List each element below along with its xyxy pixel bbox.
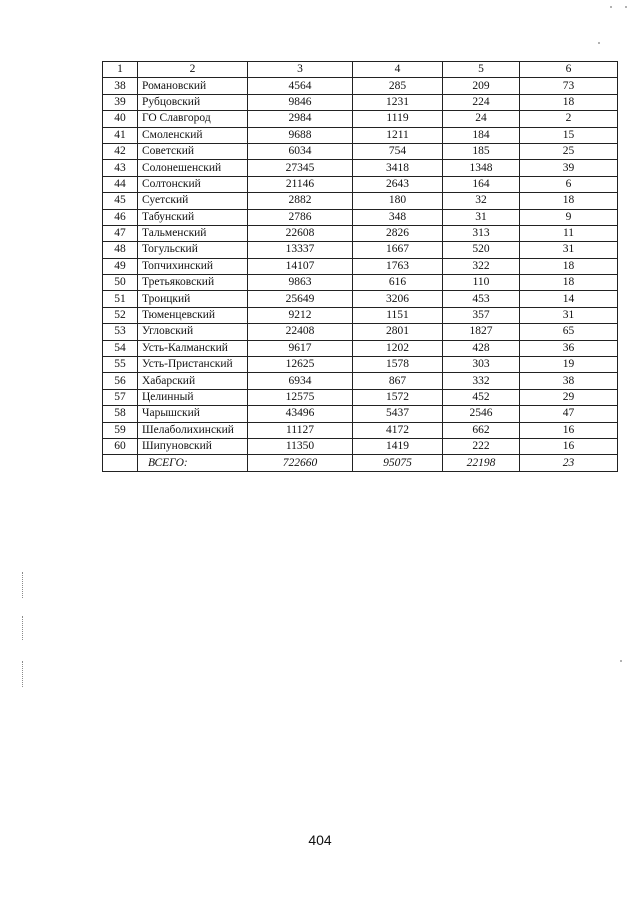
- table-row: [103, 111, 618, 127]
- table-row: [103, 209, 618, 225]
- table-row: [103, 324, 618, 340]
- table-cell: 24: [443, 111, 520, 127]
- table-cell: 9846: [248, 94, 353, 110]
- table-cell: 222: [443, 438, 520, 454]
- table-body: [103, 78, 618, 471]
- table-row: [103, 406, 618, 422]
- scan-artifact: [625, 6, 627, 8]
- district-name-cell: Советский: [138, 143, 248, 159]
- table-cell: 56: [103, 373, 138, 389]
- district-name-cell: Чарышский: [138, 406, 248, 422]
- table-row: [103, 193, 618, 209]
- table-cell: 9212: [248, 307, 353, 323]
- table-cell: 25: [520, 143, 618, 159]
- table-cell: 313: [443, 225, 520, 241]
- table-cell: 2826: [353, 225, 443, 241]
- table-cell: 1763: [353, 258, 443, 274]
- district-name-cell: Тогульский: [138, 242, 248, 258]
- district-name-cell: Хабарский: [138, 373, 248, 389]
- table-cell: 9863: [248, 275, 353, 291]
- scan-artifact: [22, 572, 23, 598]
- table-cell: 185: [443, 143, 520, 159]
- scan-artifact: [22, 616, 23, 640]
- table-cell: 1578: [353, 357, 443, 373]
- table-cell: 1419: [353, 438, 443, 454]
- district-name-cell: Рубцовский: [138, 94, 248, 110]
- table-row: [103, 143, 618, 159]
- table-cell: 50: [103, 275, 138, 291]
- table-cell: 59: [103, 422, 138, 438]
- header-cell-1: 1: [103, 62, 138, 78]
- table-cell: 11: [520, 225, 618, 241]
- district-name-cell: Романовский: [138, 78, 248, 94]
- table-cell: 22408: [248, 324, 353, 340]
- district-name-cell: Третьяковский: [138, 275, 248, 291]
- table-cell: 2882: [248, 193, 353, 209]
- district-name-cell: ГО Славгород: [138, 111, 248, 127]
- table-cell: 224: [443, 94, 520, 110]
- table-cell: 348: [353, 209, 443, 225]
- district-name-cell: Усть-Калманский: [138, 340, 248, 356]
- table-cell: 31: [443, 209, 520, 225]
- table-cell: 31: [520, 242, 618, 258]
- table-cell: 12575: [248, 389, 353, 405]
- table-cell: 14: [520, 291, 618, 307]
- table-row: [103, 160, 618, 176]
- table-cell: 18: [520, 258, 618, 274]
- table-cell: 36: [520, 340, 618, 356]
- district-name-cell: Табунский: [138, 209, 248, 225]
- table-cell: 520: [443, 242, 520, 258]
- district-name-cell: Солтонский: [138, 176, 248, 192]
- table-cell: 39: [103, 94, 138, 110]
- table-cell: 1202: [353, 340, 443, 356]
- total-row: [103, 455, 618, 471]
- table-cell: 27345: [248, 160, 353, 176]
- table-header-row: [103, 62, 618, 78]
- district-name-cell: Усть-Пристанский: [138, 357, 248, 373]
- header-cell-3: 3: [248, 62, 353, 78]
- table-cell: 332: [443, 373, 520, 389]
- district-name-cell: Топчихинский: [138, 258, 248, 274]
- table-cell: 54: [103, 340, 138, 356]
- table-row: [103, 176, 618, 192]
- table-cell: 5437: [353, 406, 443, 422]
- table-row: [103, 307, 618, 323]
- table-cell: 322: [443, 258, 520, 274]
- table-cell: 19: [520, 357, 618, 373]
- table-cell: 9617: [248, 340, 353, 356]
- district-name-cell: Смоленский: [138, 127, 248, 143]
- table-cell: 1827: [443, 324, 520, 340]
- scan-artifact: [610, 6, 612, 8]
- table-cell: 18: [520, 275, 618, 291]
- table-row: [103, 373, 618, 389]
- header-cell-5: 5: [443, 62, 520, 78]
- table-cell: 22608: [248, 225, 353, 241]
- table-cell: 1151: [353, 307, 443, 323]
- table-cell: 46: [103, 209, 138, 225]
- table-cell: 285: [353, 78, 443, 94]
- total-cell: 722660: [248, 455, 353, 471]
- scan-artifact: [22, 661, 23, 687]
- table-cell: 48: [103, 242, 138, 258]
- table-cell: 2643: [353, 176, 443, 192]
- table-cell: 1231: [353, 94, 443, 110]
- scan-artifact: [620, 660, 622, 662]
- table-cell: 32: [443, 193, 520, 209]
- table-cell: 754: [353, 143, 443, 159]
- table-cell: 6: [520, 176, 618, 192]
- table-cell: 9688: [248, 127, 353, 143]
- table-cell: 45: [103, 193, 138, 209]
- table-cell: 453: [443, 291, 520, 307]
- total-cell: 23: [520, 455, 618, 471]
- header-cell-2: 2: [138, 62, 248, 78]
- district-name-cell: Тюменцевский: [138, 307, 248, 323]
- district-name-cell: Троицкий: [138, 291, 248, 307]
- table-cell: 6934: [248, 373, 353, 389]
- table-row: [103, 94, 618, 110]
- table-row: [103, 225, 618, 241]
- table-row: [103, 357, 618, 373]
- table-row: [103, 389, 618, 405]
- table-cell: 2786: [248, 209, 353, 225]
- table-cell: 39: [520, 160, 618, 176]
- district-name-cell: Солонешенский: [138, 160, 248, 176]
- table-cell: 3418: [353, 160, 443, 176]
- table-cell: 47: [103, 225, 138, 241]
- table-cell: 452: [443, 389, 520, 405]
- table-cell: 31: [520, 307, 618, 323]
- table-cell: 38: [103, 78, 138, 94]
- table-cell: 44: [103, 176, 138, 192]
- table-cell: 662: [443, 422, 520, 438]
- table-cell: 58: [103, 406, 138, 422]
- table-cell: 616: [353, 275, 443, 291]
- table-cell: 428: [443, 340, 520, 356]
- table-cell: 43496: [248, 406, 353, 422]
- table-cell: 15: [520, 127, 618, 143]
- table-cell: 867: [353, 373, 443, 389]
- table-cell: 47: [520, 406, 618, 422]
- table-row: [103, 275, 618, 291]
- table-cell: 18: [520, 94, 618, 110]
- table-cell: 51: [103, 291, 138, 307]
- table-row: [103, 340, 618, 356]
- table-cell: 184: [443, 127, 520, 143]
- table-cell: 16: [520, 438, 618, 454]
- scan-artifact: [598, 42, 600, 44]
- table-cell: 4172: [353, 422, 443, 438]
- total-cell: 95075: [353, 455, 443, 471]
- data-table: [102, 61, 618, 472]
- district-name-cell: Шелаболихинский: [138, 422, 248, 438]
- table-cell: 164: [443, 176, 520, 192]
- total-label: ВСЕГО:: [138, 455, 248, 471]
- table-row: [103, 258, 618, 274]
- table-cell: 1667: [353, 242, 443, 258]
- district-name-cell: Целинный: [138, 389, 248, 405]
- table-row: [103, 242, 618, 258]
- total-cell: 22198: [443, 455, 520, 471]
- table-cell: 2984: [248, 111, 353, 127]
- table-cell: 57: [103, 389, 138, 405]
- table-cell: 1211: [353, 127, 443, 143]
- table-cell: 42: [103, 143, 138, 159]
- table-cell: 110: [443, 275, 520, 291]
- table-cell: 14107: [248, 258, 353, 274]
- table-cell: 18: [520, 193, 618, 209]
- table-cell: 2: [520, 111, 618, 127]
- table-cell: 21146: [248, 176, 353, 192]
- table-row: [103, 422, 618, 438]
- table-row: [103, 78, 618, 94]
- table-cell: 12625: [248, 357, 353, 373]
- table-cell: 52: [103, 307, 138, 323]
- table-cell: 11127: [248, 422, 353, 438]
- table-cell: 43: [103, 160, 138, 176]
- table-cell: 1119: [353, 111, 443, 127]
- table-cell: 303: [443, 357, 520, 373]
- table-cell: 2546: [443, 406, 520, 422]
- table-cell: 180: [353, 193, 443, 209]
- table-cell: 3206: [353, 291, 443, 307]
- table-cell: 60: [103, 438, 138, 454]
- table-cell: 209: [443, 78, 520, 94]
- table-cell: 38: [520, 373, 618, 389]
- table-cell: 6034: [248, 143, 353, 159]
- table-cell: 29: [520, 389, 618, 405]
- table-row: [103, 438, 618, 454]
- table-cell: 55: [103, 357, 138, 373]
- district-name-cell: Суетский: [138, 193, 248, 209]
- total-cell: [103, 455, 138, 471]
- page-number: 404: [308, 832, 332, 848]
- table-cell: 53: [103, 324, 138, 340]
- table-cell: 1572: [353, 389, 443, 405]
- table-cell: 73: [520, 78, 618, 94]
- table-cell: 1348: [443, 160, 520, 176]
- table-cell: 65: [520, 324, 618, 340]
- table-cell: 41: [103, 127, 138, 143]
- table-cell: 25649: [248, 291, 353, 307]
- district-name-cell: Шипуновский: [138, 438, 248, 454]
- table-row: [103, 291, 618, 307]
- table-row: [103, 127, 618, 143]
- table-cell: 11350: [248, 438, 353, 454]
- table-cell: 357: [443, 307, 520, 323]
- table-cell: 16: [520, 422, 618, 438]
- table-cell: 9: [520, 209, 618, 225]
- table-cell: 13337: [248, 242, 353, 258]
- table-cell: 49: [103, 258, 138, 274]
- header-cell-6: 6: [520, 62, 618, 78]
- table-cell: 2801: [353, 324, 443, 340]
- district-name-cell: Угловский: [138, 324, 248, 340]
- table-cell: 40: [103, 111, 138, 127]
- header-cell-4: 4: [353, 62, 443, 78]
- district-name-cell: Тальменский: [138, 225, 248, 241]
- table-cell: 4564: [248, 78, 353, 94]
